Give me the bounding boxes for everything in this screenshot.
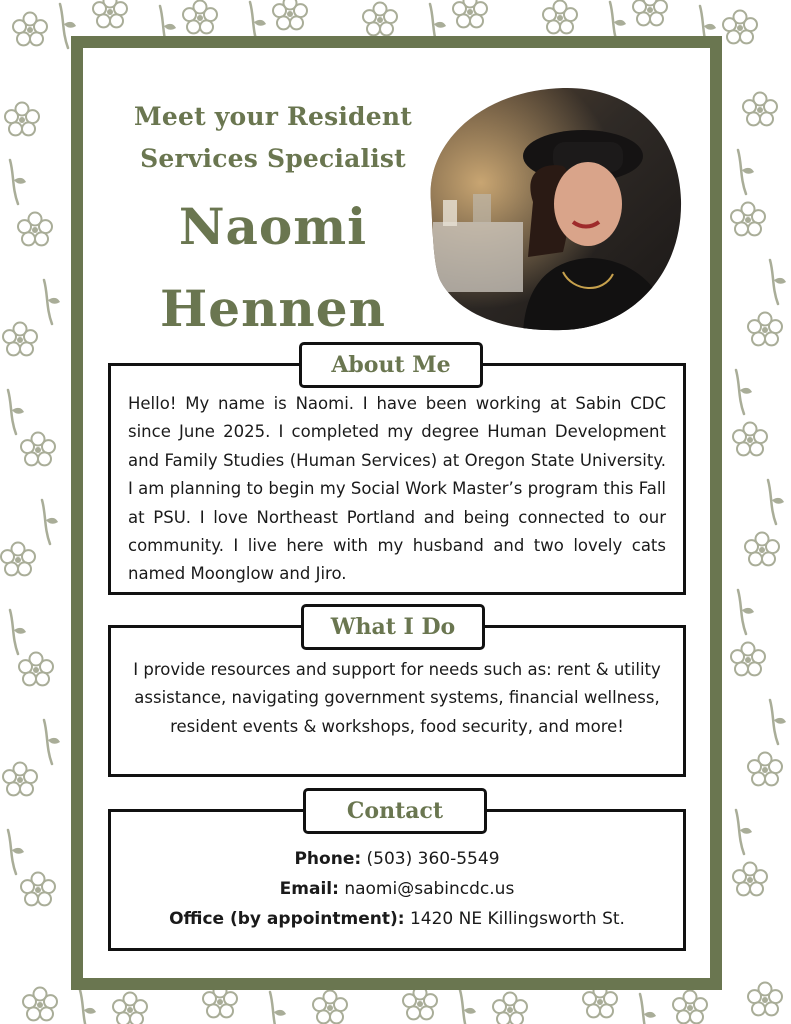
about-me-box xyxy=(108,363,686,595)
phone-number[interactable]: (503) 360-5549 xyxy=(366,849,500,869)
contact-heading: Contact xyxy=(303,788,487,834)
office-label: Office (by appointment): xyxy=(169,909,405,929)
about-me-text: Hello! My name is Naomi. I have been working at Sabin CDC since June 2025. I completed my degree Human Development and Family Studies (Human Services) at Oregon State University. I am planning to begin my Social Work Master’s program this Fall at PSU. I love Northeast Portland and being connected to our community. I live here with my husband and two lovely cats named Moonglow and Jiro. xyxy=(128,394,666,584)
phone-label: Phone: xyxy=(294,849,362,869)
last-name: Hennen xyxy=(160,279,386,338)
email-line xyxy=(121,874,673,904)
about-me-heading: About Me xyxy=(299,342,483,388)
specialist-name xyxy=(103,186,443,350)
what-i-do-heading: What I Do xyxy=(301,604,485,650)
profile-photo xyxy=(413,82,685,334)
phone-line xyxy=(121,844,673,874)
office-address: 1420 NE Killingsworth St. xyxy=(409,909,625,929)
kicker-line-2: Services Specialist xyxy=(140,144,406,173)
content-frame xyxy=(71,36,722,990)
first-name: Naomi xyxy=(178,197,368,256)
email-label: Email: xyxy=(279,879,339,899)
page-kicker xyxy=(103,96,443,180)
kicker-line-1: Meet your Resident xyxy=(134,102,412,131)
what-i-do-text: I provide resources and support for needs such as: rent & utility assistance, navigating government systems, financial wellness, resident events & workshops, food security, and more! xyxy=(133,660,661,736)
office-line xyxy=(121,904,673,934)
email-address[interactable]: naomi@sabincdc.us xyxy=(344,879,515,899)
